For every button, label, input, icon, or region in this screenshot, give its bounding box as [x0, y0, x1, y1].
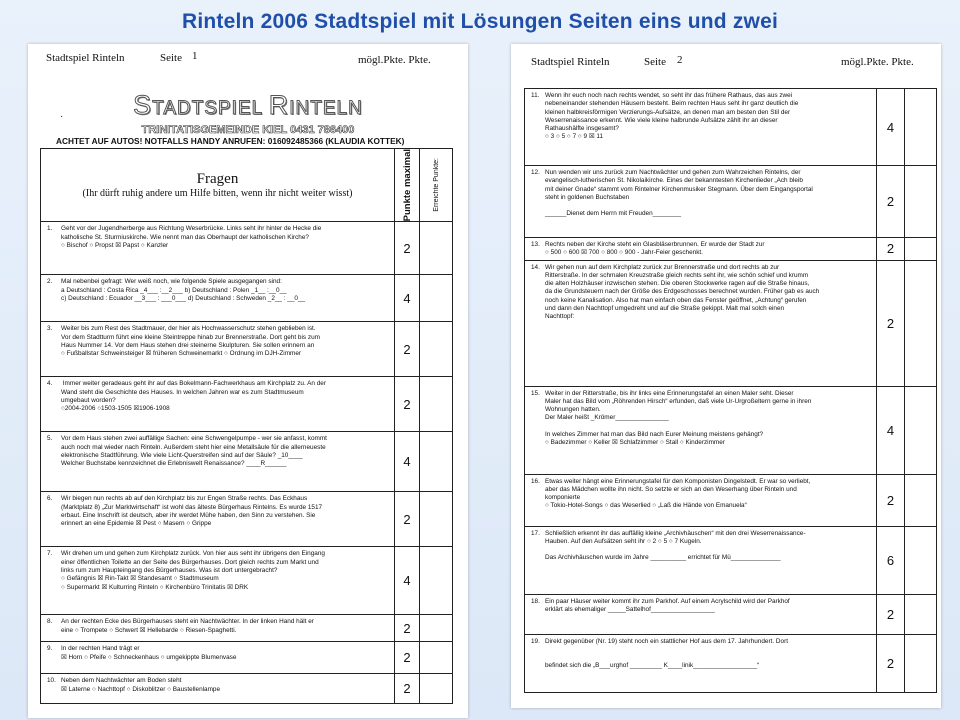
- question-row: [525, 89, 937, 166]
- question-line: [531, 654, 872, 662]
- question-line: ○ Gefängnis ☒ Rin-Takt ☒ Standesamt ○ Stadtmuseum: [61, 575, 219, 583]
- question-row: [41, 674, 453, 704]
- question-row: [41, 377, 453, 432]
- question-line: Der Maler heißt _Krömer_______________: [545, 414, 669, 422]
- header-title: Stadtspiel Rinteln: [46, 52, 125, 64]
- question-line: ○ Badezimmer ○ Keller ☒ Schlafzimmer ○ Stall ○ Kinderzimmer: [545, 439, 725, 447]
- question-line: katholische St. Sturmiuskirche. Wie nennt man das Oberhaupt der katholischen Kirche?: [61, 233, 309, 241]
- achieved-points-cell[interactable]: [420, 432, 453, 492]
- header-page-number: 1: [192, 50, 198, 62]
- question-line: ○ 500 ○ 600 ☒ 700 ○ 800 ○ 900 - Jahr-Feier geschenkt.: [545, 249, 703, 257]
- question-line: [531, 646, 872, 654]
- question-line: Rechts neben der Kirche steht ein Glasbläserbrunnen. Er wurde der Stadt zur: [545, 241, 765, 248]
- question-text: [41, 615, 395, 642]
- header-points-label: mögl.Pkte. Pkte.: [358, 54, 431, 66]
- question-line: ○ 3 ○ 5 ○ 7 ○ 9 ☒ 11: [545, 133, 603, 141]
- achieved-points-cell[interactable]: [420, 377, 453, 432]
- max-points: 4: [877, 386, 905, 474]
- question-row: [525, 260, 937, 386]
- max-points: 2: [877, 260, 905, 386]
- question-line: komponierte: [545, 494, 581, 502]
- header-points-label: mögl.Pkte. Pkte.: [841, 56, 914, 68]
- header-title: Stadtspiel Rinteln: [531, 56, 610, 68]
- question-line: In der rechten Hand trägt er: [61, 645, 140, 653]
- question-line: auch noch mal wieder nach Rinteln. Außerdem steht hier eine Metallsäule für die allerneueste: [61, 443, 326, 451]
- question-row: [525, 634, 937, 692]
- question-number: 11.: [531, 92, 540, 99]
- question-line: evangelisch-lutherischen St. Nikolaikirche. Eines der bekanntesten Kirchenlieder „Ach bleib: [545, 177, 803, 185]
- question-line: Ein paar Häuser weiter kommt ihr zum Parkhof. Auf einem Acrylschild wird der Parkhof: [545, 597, 790, 605]
- question-number: 17.: [531, 529, 540, 537]
- question-line: Immer weiter geradeaus geht ihr auf das Bokelmann-Fachwerkhaus am Kirchplatz zu. An der: [61, 380, 326, 388]
- question-line: ○ Supermarkt ☒ Kulturring Rinteln ○ Kirchenbüro Trinitatis ☒ DRK: [61, 583, 249, 591]
- question-number: 13.: [531, 241, 540, 248]
- max-points: 2: [877, 166, 905, 238]
- question-number: 9.: [47, 645, 53, 653]
- question-number: 2.: [47, 278, 53, 286]
- question-line: da die Grundsteuern nach der Größe des Erdgeschosses berechnet wurden. Früher gab es auch: [545, 288, 820, 296]
- question-row: [525, 386, 937, 474]
- question-line: Weiter in der Ritterstraße, bis ihr links eine Erinnerungstafel an einen Maler seht. Dieser: [545, 389, 794, 397]
- header-page-label: Seite: [644, 56, 666, 68]
- question-line: ○ Tokio-Hotel-Songs ○ das Weserlied ○ „Laß die Hände von Emanuela“: [545, 502, 747, 510]
- question-text: [41, 275, 395, 322]
- warning-line: ACHTET AUF AUTOS! NOTFALLS HANDY ANRUFEN: 016092485366 (KLAUDIA KOTTEK): [56, 136, 405, 146]
- question-line: a Deutschland : Costa Rica _4___ :__2___ b) Deutschland : Polen _1__ :__0__: [61, 286, 287, 294]
- max-points: 2: [877, 238, 905, 261]
- question-line: Etwas weiter hängt eine Erinnerungstafel für den Komponisten Dingelstedt. Er war so verliebt,: [545, 477, 811, 485]
- question-line: erbaut. Eine Inschrift ist deutsch, aber ihr werdet Mühe haben, den Sinn zu verstehen. Sie: [61, 511, 316, 519]
- question-row: [41, 615, 453, 642]
- max-points: 2: [395, 377, 420, 432]
- question-line: links rum zum Haupteingang des Bürgerhauses. Was ist dort untergebracht?: [61, 566, 278, 574]
- question-line: mit deiner Gnade“ stammt vom Rintelner Kirchenmusiker Stegmann. Über dem Eingangsportal: [545, 185, 813, 193]
- question-text: [525, 166, 877, 238]
- question-text: [525, 474, 877, 526]
- achieved-points-cell[interactable]: [905, 260, 937, 386]
- question-row: [41, 642, 453, 674]
- question-line: An der rechten Ecke des Bürgerhauses steht ein Nachtwächter. In der linken Hand hält er: [61, 618, 314, 626]
- question-row: [41, 322, 453, 377]
- question-line: Schließlich erkennt ihr das auffällig kleine „Archivhäuschen“ mit den drei Weserrenaissance-: [545, 529, 806, 537]
- max-points: 4: [395, 275, 420, 322]
- question-number: 5.: [47, 435, 53, 443]
- max-points: 2: [877, 634, 905, 692]
- question-number: 4.: [47, 380, 53, 388]
- question-line: kleinen halbkreisförmigen Verzierungs-Aufsätze, an denen man am besten den Stil der: [545, 108, 791, 116]
- question-line: elektronische Stadtführung. Wie viele Licht-Querstreifen sind auf der Säule? _10____: [61, 451, 303, 459]
- question-text: [41, 322, 395, 377]
- question-row: [525, 474, 937, 526]
- question-number: 1.: [47, 225, 53, 233]
- achieved-points-cell[interactable]: [420, 642, 453, 674]
- max-points: 2: [877, 474, 905, 526]
- achieved-points-cell[interactable]: [420, 322, 453, 377]
- question-line: erklärt als ehemaliger _____Sattelhof__________________: [545, 605, 715, 613]
- question-line: Nachttopf:: [545, 313, 575, 321]
- question-line: Vor dem Stadtturm führt eine kleine Steintreppe hinab zur Brennerstraße. Dort geht bis zum: [61, 333, 320, 341]
- header-page-label: Seite: [160, 52, 182, 64]
- max-points: 2: [395, 674, 420, 704]
- question-line: Nun wenden wir uns zurück zum Nachtwächter und gehen zum Wahrzeichen Rintelns, der: [545, 169, 801, 176]
- question-line: Hauben. Auf den Aufsätzen seht ihr ○ 2 ○ 5 ○ 7 Kugeln.: [545, 537, 702, 545]
- question-row: [41, 222, 453, 275]
- question-row: [525, 166, 937, 238]
- question-text: [41, 432, 395, 492]
- question-text: [525, 238, 877, 261]
- question-number: 3.: [47, 325, 53, 333]
- question-text: [41, 492, 395, 547]
- logo-title: STADTSPIEL RINTELN: [133, 90, 363, 120]
- achieved-points-cell[interactable]: [905, 89, 937, 166]
- question-line: ○ Fußballstar Schweinsteiger ☒ früheren Schweinemarkt ○ Ordnung im DJH-Zimmer: [61, 350, 302, 358]
- question-number: 7.: [47, 550, 53, 558]
- question-line: aber das Mädchen wollte ihn nicht. So setzte er sich an den Weserhang über Rinteln und: [545, 485, 797, 493]
- question-line: Welcher Buchstabe kennzeichnet die Erlebniswelt Renaissance? ____R______: [61, 460, 287, 468]
- achieved-points-cell[interactable]: [905, 634, 937, 692]
- achieved-points-cell[interactable]: [420, 222, 453, 275]
- fragen-header: Fragen (Ihr dürft ruhig andere um Hilfe bitten, wenn ihr nicht weiter wisst): [41, 149, 395, 222]
- achieved-points-cell[interactable]: [905, 238, 937, 261]
- question-line: [531, 546, 872, 554]
- question-row: [41, 492, 453, 547]
- question-line: ☒ Laterne ○ Nachttopf ○ Diskoblitzer ○ Baustellenlampe: [61, 685, 221, 693]
- question-text: [41, 674, 395, 704]
- question-line: noch keine Kanalisation. Also hat man einfach oben das Fenster geöffnet, „Achtung“ gerufen: [545, 296, 807, 304]
- question-line: Wand steht die Geschichte des Hauses. In welchen Jahren war es zum Stadtmuseum: [61, 388, 304, 396]
- question-line: [531, 423, 872, 431]
- question-line: Rathaushälfte insgesamt?: [545, 125, 619, 133]
- question-text: [525, 260, 877, 386]
- question-text: [525, 386, 877, 474]
- worksheet-page-2: [511, 44, 941, 708]
- question-line: Weserrenaissance erkennt. Wie viele kleine halbrunde Aufsätze zählt ihr an dieser: [545, 116, 778, 124]
- question-number: 16.: [531, 477, 540, 485]
- question-line: Direkt gegenüber (Nr. 19) steht noch ein stattlicher Hof aus dem 17. Jahrhundert. Dort: [545, 637, 788, 645]
- question-text: [41, 377, 395, 432]
- question-line: umgebaut worden?: [61, 396, 116, 404]
- question-line: die alten Holzhäuser inzwischen stehen. Die oberen Stockwerke ragen auf die Straße hinaus,: [545, 280, 810, 288]
- question-line: ○ Bischof ○ Propst ☒ Papst ○ Kanzler: [61, 241, 169, 249]
- max-points: 4: [395, 547, 420, 615]
- question-line: eine ○ Trompete ○ Schwert ☒ Hellebarde ○ Riesen-Spaghetti.: [61, 626, 237, 634]
- achieved-points-cell[interactable]: [420, 492, 453, 547]
- max-points: 2: [395, 642, 420, 674]
- question-line: Wohnungen hatten.: [545, 406, 601, 414]
- question-line: Wenn ihr euch noch nach rechts wendet, so seht ihr das frühere Rathaus, das aus zwei: [545, 92, 793, 99]
- question-line: und dann den Nachttopf umgedreht und auf die Straße gekippt. Malt mal solch einen: [545, 305, 785, 313]
- achieved-points-cell[interactable]: [905, 474, 937, 526]
- question-line: nebeneinander stehenden Häusern besteht. Beim rechten Haus seht ihr ganz deutlich die: [545, 100, 799, 108]
- question-number: 12.: [531, 169, 540, 176]
- question-row: [525, 238, 937, 261]
- achieved-points-cell[interactable]: [905, 526, 937, 594]
- question-line: Geht vor der Jugendherberge aus Richtung Weserbrücke. Links seht ihr hinter de Hecke die: [61, 225, 322, 233]
- question-line: Weiter bis zum Rest des Stadtmauer, der hier als Hochwasserschutz stehen geblieben ist.: [61, 325, 316, 333]
- question-line: Haus Nummer 14. Vor dem Haus stehen drei steinerne Skulpturen. Sie sollen erinnern an: [61, 341, 315, 349]
- question-line: Wir biegen nun rechts ab auf den Kirchplatz bis zur Engen Straße rechts. Das Eckhaus: [61, 495, 308, 503]
- question-line: ○2004-2006 ○1503-1505 ☒1906-1908: [61, 405, 170, 413]
- achieved-points-cell[interactable]: [420, 547, 453, 615]
- max-points: 6: [877, 526, 905, 594]
- question-line: Wir drehen um und gehen zum Kirchplatz zurück. Von hier aus seht ihr übrigens den Eingang: [61, 550, 325, 558]
- question-line: In welches Zimmer hat man das Bild nach Eurer Meinung meistens gehängt?: [545, 430, 764, 438]
- question-row: [525, 594, 937, 634]
- max-points: 2: [395, 492, 420, 547]
- question-text: [525, 89, 877, 166]
- max-points: 2: [395, 222, 420, 275]
- question-line: c) Deutschland : Ecuador __3___ : ___0___ d) Deutschland : Schweden _2__ : __0__: [61, 294, 306, 302]
- question-table-1: [40, 148, 453, 704]
- question-row: [41, 432, 453, 492]
- punkte-maximal-header: Punkte maximal: [395, 149, 420, 222]
- question-line: Ritterstraße. In der schmalen Kreuzstraße gleich rechts seht ihr, wie schön schief und krumm: [545, 271, 809, 279]
- max-points: 4: [877, 89, 905, 166]
- question-number: 19.: [531, 637, 540, 645]
- question-number: 8.: [47, 618, 53, 626]
- dot-mark: ·: [60, 111, 64, 122]
- question-line: Mal nebenbei gefragt: Wer weiß noch, wie folgende Spiele ausgegangen sind:: [61, 278, 282, 286]
- question-line: Das Archivhäuschen wurde im Jahre __________ errichtet für Mü______________: [545, 554, 781, 562]
- question-number: 15.: [531, 389, 540, 397]
- slide-title: Rinteln 2006 Stadtspiel mit Lösungen Seiten eins und zwei: [181, 10, 778, 33]
- question-number: 6.: [47, 495, 53, 503]
- question-table-2: [524, 88, 937, 693]
- worksheet-page-1: [28, 44, 468, 718]
- logo-subtitle: TRINITATISGEMEINDE KIEL 0431 786400: [141, 124, 355, 136]
- question-text: [41, 222, 395, 275]
- question-line: einer öffentlichen Toilette an der Seite des Bürgerhauses. Dort gleich rechts zum Markt und: [61, 558, 319, 566]
- max-points: 2: [395, 322, 420, 377]
- achieved-points-cell[interactable]: [905, 166, 937, 238]
- question-text: [525, 526, 877, 594]
- max-points: 2: [395, 615, 420, 642]
- achieved-points-cell[interactable]: [420, 615, 453, 642]
- question-line: steht in goldenen Buchstaben: [545, 193, 630, 201]
- question-text: [41, 547, 395, 615]
- question-row: [41, 547, 453, 615]
- question-line: ______Dienet dem Herrn mit Freuden________: [545, 210, 682, 218]
- question-text: [525, 634, 877, 692]
- question-row: [525, 526, 937, 594]
- question-line: befindet sich die „B___urghof _________ K____linik__________________“: [545, 661, 760, 669]
- question-line: (Marktplatz 8) „Zur Marktwirtschaft“ ist wohl das älteste Bürgerhaus Rintelns. Es wurde 1517: [61, 503, 323, 511]
- question-number: 10.: [47, 677, 56, 685]
- achieved-points-cell[interactable]: [420, 275, 453, 322]
- question-line: Vor dem Haus stehen zwei auffällige Sachen: eine Schwengelpumpe - wer sie anfasst, kommt: [61, 435, 327, 443]
- question-line: Neben dem Nachtwächter am Boden steht: [61, 677, 182, 685]
- question-line: Wir gehen nun auf dem Kirchplatz zurück zur Brennerstraße und dort rechts ab zur: [545, 263, 780, 271]
- max-points: 2: [877, 594, 905, 634]
- question-number: 18.: [531, 597, 540, 605]
- max-points: 4: [395, 432, 420, 492]
- question-number: 14.: [531, 263, 540, 271]
- header-page-number: 2: [677, 54, 683, 66]
- question-line: erinnert an eine Epidemie ☒ Pest ○ Masern ○ Grippe: [61, 520, 212, 528]
- question-line: [531, 202, 872, 210]
- question-text: [41, 642, 395, 674]
- achieved-points-cell[interactable]: [905, 594, 937, 634]
- achieved-points-cell[interactable]: [420, 674, 453, 704]
- question-row: [41, 275, 453, 322]
- question-line: ☒ Horn ○ Pfeife ○ Schneckenhaus ○ umgekippte Blumenvase: [61, 653, 237, 661]
- achieved-points-cell[interactable]: [905, 386, 937, 474]
- erreichte-punkte-header: Erreichte Punkte:: [420, 149, 453, 222]
- question-text: [525, 594, 877, 634]
- question-line: Maler hat das Bild vom „Röhrenden Hirsch“ erfunden, daß viele Ur-Urgroßeltern gerne in ihren: [545, 397, 812, 405]
